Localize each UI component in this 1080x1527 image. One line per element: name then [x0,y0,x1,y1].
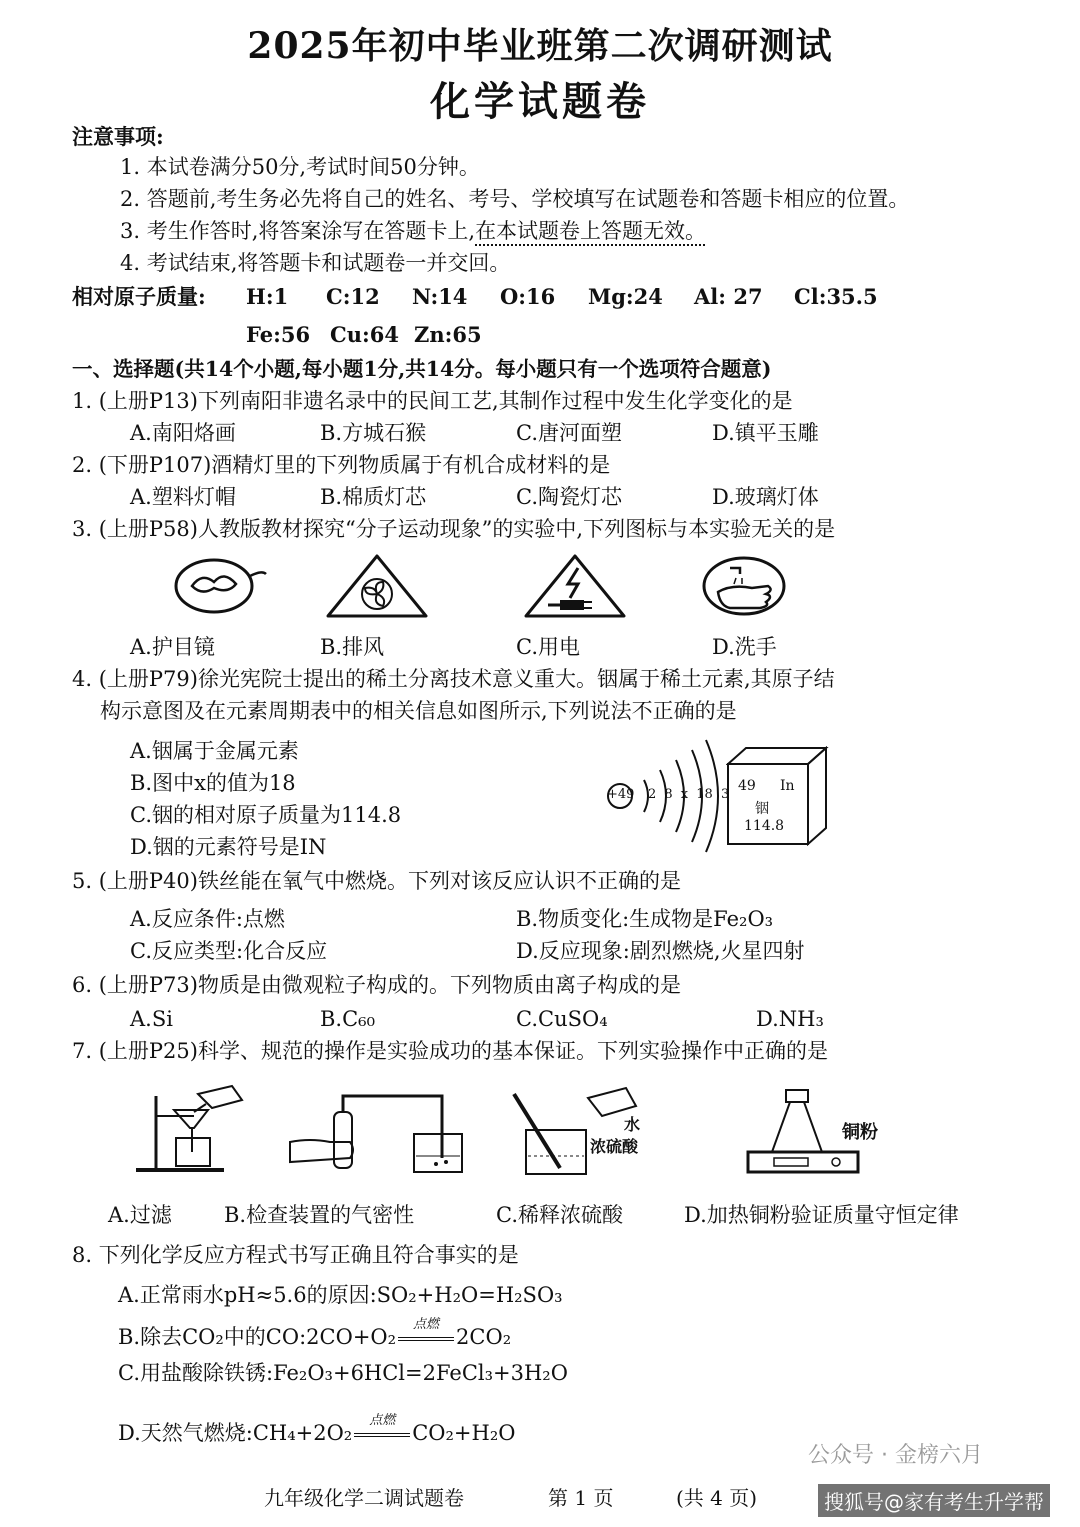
q7-option-c: C.稀释浓硫酸 [496,1203,623,1227]
q5-option-b: B.物质变化:生成物是Fe₂O₃ [516,907,774,931]
element-number: 49 [738,778,756,794]
q8-option-b-product: 2CO₂ [456,1325,512,1349]
q6-stem: 6. (上册P73)物质是由微观粒子构成的。下列物质由离子构成的是 [72,973,681,997]
q6-option-b: B.C₆₀ [320,1007,376,1031]
q1-stem: 1. (上册P13)下列南阳非遗名录中的民间工艺,其制作过程中发生化学变化的是 [72,389,793,413]
note-3 [120,216,706,246]
q8-option-b [118,1317,512,1352]
acid-label: 浓硫酸 [590,1137,639,1156]
q6-option-d: D.NH₃ [756,1007,824,1031]
q8-option-d-text: D.天然气燃烧:CH₄+2O₂ [118,1421,353,1445]
footer-page: 第 1 页 [548,1486,614,1510]
q4-option-b: B.图中x的值为18 [130,771,296,795]
q4-option-c: C.铟的相对原子质量为114.8 [130,803,402,827]
note-3-emphasis: 在本试题卷上答题无效。 [475,219,707,243]
sohu-watermark: 搜狐号@家有考生升学帮 [818,1484,1050,1517]
q8-option-c: C.用盐酸除铁锈:Fe₂O₃+6HCl=2FeCl₃+3H₂O [118,1361,568,1385]
atomic-c: C:12 [326,284,380,309]
q7-option-a: A.过滤 [108,1203,172,1227]
footer-text: 九年级化学二调试题卷 [264,1486,464,1510]
wash-hands-icon [700,552,792,620]
q1-option-b: B.方城石猴 [320,421,427,445]
q8-b-condition [396,1317,456,1352]
q8-b-condition-label: 点燃 [413,1317,440,1332]
note-3-text: 3. 考生作答时,将答案涂写在答题卡上, [120,219,476,243]
q3-option-b: B.排风 [320,635,385,659]
ventilation-icon [322,552,432,620]
q6-option-c: C.CuSO₄ [516,1007,608,1031]
water-label: 水 [624,1115,641,1134]
q4-option-d: D.铟的元素符号是IN [130,835,327,859]
note-2: 2. 答题前,考生务必先将自己的姓名、考号、学校填写在试题卷和答题卡相应的位置。 [120,187,910,211]
airtightness-apparatus-icon [286,1082,490,1178]
q8-option-a: A.正常雨水pH≈5.6的原因:SO₂+H₂O=H₂SO₃ [118,1283,563,1307]
q4-stem-line2: 构示意图及在元素周期表中的相关信息如图所示,下列说法不正确的是 [100,699,737,723]
q4-option-a: A.铟属于金属元素 [130,739,299,763]
q3-option-a: A.护目镜 [130,635,215,659]
q7-stem: 7. (上册P25)科学、规范的操作是实验成功的基本保证。下列实验操作中正确的是 [72,1039,828,1063]
element-symbol: In [780,778,795,794]
element-mass: 114.8 [744,818,785,834]
q5-option-c: C.反应类型:化合反应 [130,939,328,963]
filtration-apparatus-icon [128,1082,246,1178]
atomic-o: O:16 [500,284,556,309]
dilution-apparatus-icon [504,1086,644,1180]
q8-stem: 8. 下列化学反应方程式书写正确且符合事实的是 [72,1243,519,1267]
atomic-cu: Cu:64 [330,322,399,347]
element-name: 铟 [755,801,769,817]
copper-label: 铜粉 [842,1122,878,1143]
atomic-cl: Cl:35.5 [794,284,878,309]
q7-option-d: D.加热铜粉验证质量守恒定律 [684,1203,959,1227]
q3-option-c: C.用电 [516,635,580,659]
q8-d-condition [352,1413,412,1448]
note-4: 4. 考试结束,将答题卡和试题卷一并交回。 [120,251,511,275]
q8-option-d-product: CO₂+H₂O [412,1421,516,1445]
atomic-al: Al: 27 [694,284,763,309]
atomic-fe: Fe:56 [246,322,311,347]
q1-option-d: D.镇平玉雕 [712,421,819,445]
q2-stem: 2. (下册P107)酒精灯里的下列物质属于有机合成材料的是 [72,453,611,477]
electricity-icon [520,552,630,620]
q1-option-a: A.南阳烙画 [130,421,236,445]
goggles-icon [170,552,270,620]
atomic-h: H:1 [246,284,289,309]
q6-option-a: A.Si [130,1007,173,1031]
atomic-n: N:14 [412,284,468,309]
q2-option-d: D.玻璃灯体 [712,485,819,509]
exam-title: 2025年初中毕业班第二次调研测试 [247,25,833,67]
q2-option-b: B.棉质灯芯 [320,485,427,509]
atomic-mg: Mg:24 [588,284,663,309]
footer-total: (共 4 页) [676,1486,758,1510]
q3-option-d: D.洗手 [712,635,777,659]
q5-stem: 5. (上册P40)铁丝能在氧气中燃烧。下列对该反应认识不正确的是 [72,869,681,893]
q3-stem: 3. (上册P58)人教版教材探究“分子运动现象”的实验中,下列图标与本实验无关的是 [72,517,836,541]
section-heading: 一、选择题(共14个小题,每小题1分,共14分。每小题只有一个选项符合题意) [72,357,772,381]
atomic-label: 相对原子质量: [72,284,206,309]
note-1: 1. 本试卷满分50分,考试时间50分钟。 [120,155,480,179]
q8-option-b-text: B.除去CO₂中的CO:2CO+O₂ [118,1325,397,1349]
q4-stem-line1: 4. (上册P79)徐光宪院士提出的稀土分离技术意义重大。铟属于稀土元素,其原子结 [72,667,835,691]
q8-option-d [118,1413,516,1448]
atom-nucleus-label: +49 [607,787,635,802]
q8-d-condition-label: 点燃 [369,1413,396,1428]
exam-subtitle: 化学试题卷 [430,78,650,125]
q1-option-c: C.唐河面塑 [516,421,622,445]
q5-option-d: D.反应现象:剧烈燃烧,火星四射 [516,939,805,963]
q5-option-a: A.反应条件:点燃 [130,907,285,931]
q2-option-c: C.陶瓷灯芯 [516,485,622,509]
atom-shells-label: 2 8 x 18 3 [648,787,730,802]
atomic-zn: Zn:65 [414,322,482,347]
wechat-watermark: 公众号 · 金榜六月 [808,1443,983,1468]
notes-heading: 注意事项: [72,124,164,149]
q2-option-a: A.塑料灯帽 [130,485,236,509]
q7-option-b: B.检查装置的气密性 [224,1203,415,1227]
